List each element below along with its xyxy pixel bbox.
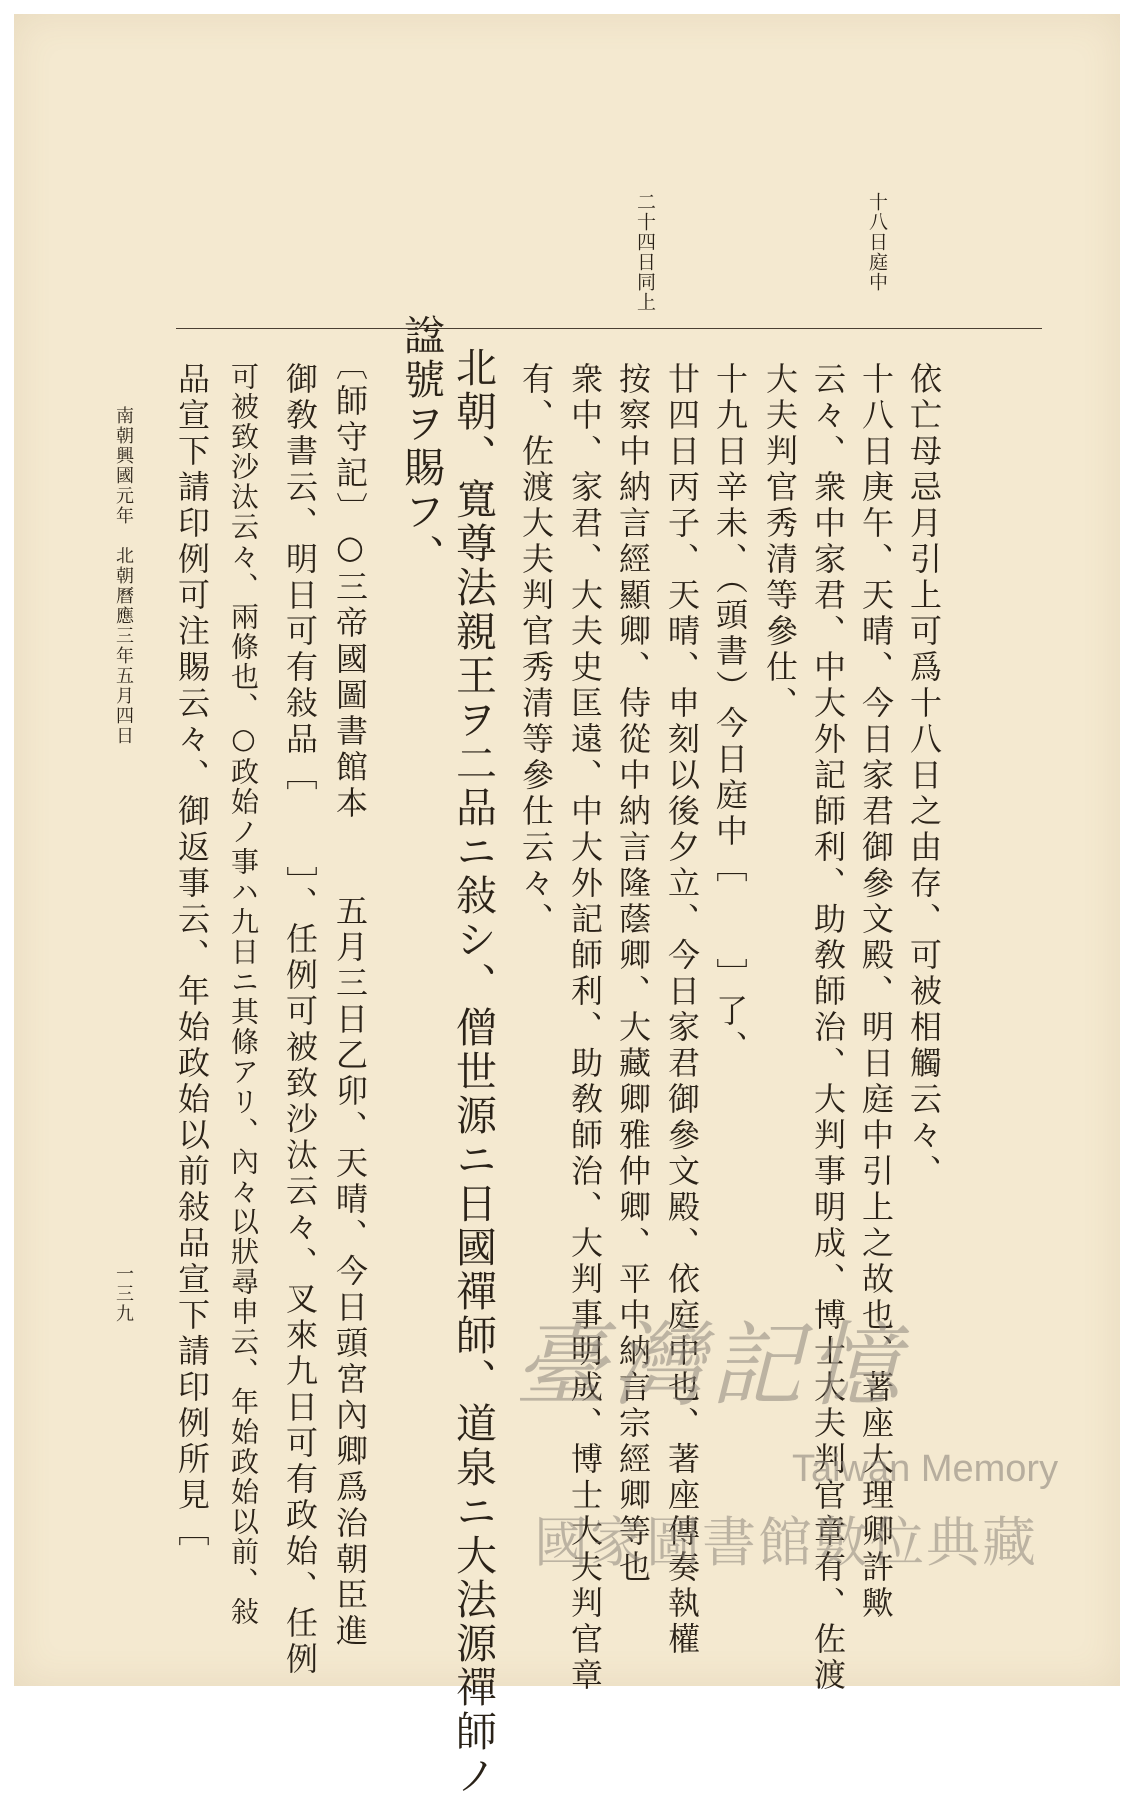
margin-note: 十八日庭中 [866, 192, 888, 292]
text-column: 十九日辛未、（頭書）今日庭中［ ］了、 [711, 362, 749, 1066]
text-column: 依亡母忌月引上可爲十八日之由存、可被相觸云々、 [905, 362, 943, 1190]
text-column: 有、佐渡大夫判官秀清等參仕云々、 [517, 362, 555, 938]
text-column: 十八日庚午、天晴、今日家君御參文殿、明日庭中引上之故也、著座大理卿許歟 [857, 362, 895, 1622]
text-column: 〔師守記〕○三帝國圖書館本 五月三日乙卯、天晴、今日頭宮內卿爲治朝臣進 [331, 348, 369, 1650]
watermark-subtitle: 國家圖書館數位典藏 [534, 1511, 1038, 1574]
text-column: 云々、衆中家君、中大外記師利、助敎師治、大判事明成、博士大夫判官章有、佐渡 [809, 362, 847, 1694]
section-heading: 北朝、寬尊法親王ヲ二品ニ敍シ、僧世源ニ日國禪師、道泉ニ大法源禪師ノ [449, 346, 497, 1798]
running-head: 南朝興國元年 北朝曆應三年五月四日 [113, 406, 134, 746]
watermark-english: Taiwan Memory [792, 1448, 1059, 1490]
text-column: 大夫判官秀清等參仕、 [761, 362, 799, 722]
margin-note: 二十四日同上 [634, 192, 656, 312]
text-column: 可被致沙汰云々、兩條也、○政始ノ事ハ九日ニ其條アリ、內々以狀尋申云、年始政始以前、敍 [227, 362, 260, 1627]
text-column: 品宣下請印例可注賜云々、御返事云、年始政始以前敍品宣下請印例所見［ [173, 362, 211, 1550]
book-page [14, 14, 1120, 1798]
text-column: 按察中納言經顯卿、侍從中納言隆蔭卿、大藏卿雅仲卿、平中納言宗經卿等也 [614, 362, 652, 1586]
text-column: 衆中、家君、大夫史匡遠、中大外記師利、助敎師治、大判事明成、博士大夫判官章 [566, 362, 604, 1694]
page-number: 一三九 [113, 1264, 134, 1324]
text-column: 御敎書云、明日可有敍品［ ］、任例可被致沙汰云々、叉來九日可有政始、任例 [281, 362, 319, 1678]
text-column: 廿四日丙子、天晴、申刻以後夕立、今日家君御參文殿、依庭中也、著座傳奏執權 [663, 362, 701, 1658]
header-rule [176, 328, 1042, 329]
section-heading: 諡號ヲ賜フ、 [397, 314, 445, 578]
watermark-title: 臺灣記憶 [514, 1312, 907, 1419]
